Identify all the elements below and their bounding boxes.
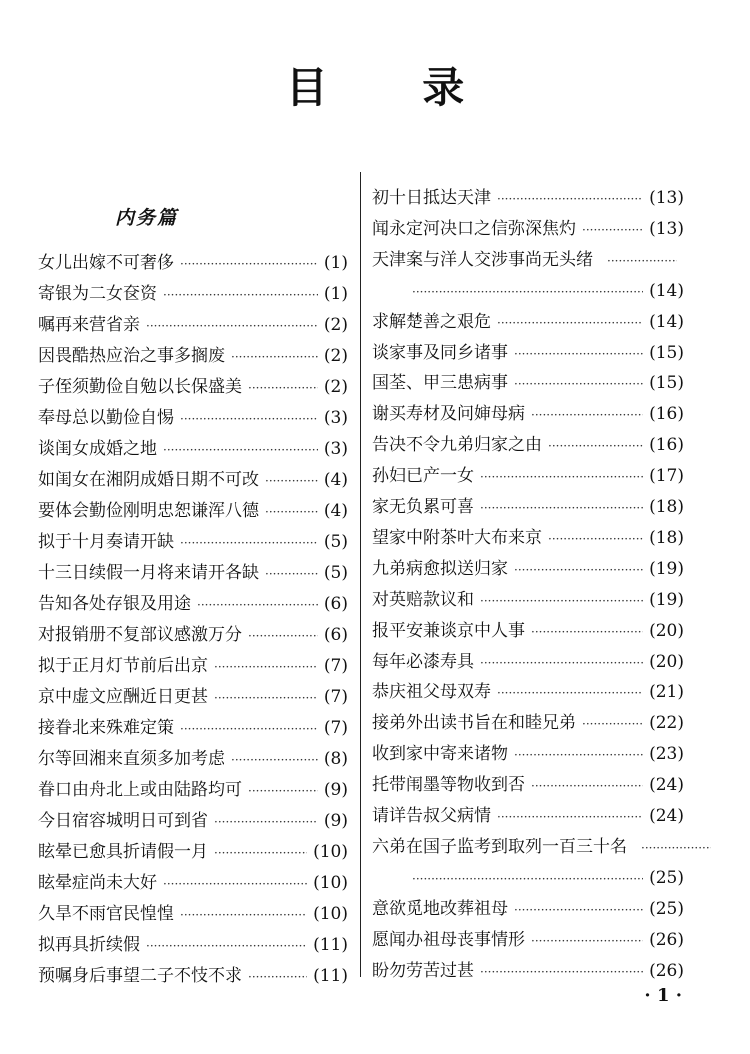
column-divider [360, 172, 361, 977]
toc-entry-title: 眩晕已愈具折请假一月 [38, 842, 208, 862]
toc-entry-title: 告知各处存银及用途 [38, 594, 191, 614]
toc-entry-page: (24) [649, 806, 684, 826]
toc-entry-page: (5) [323, 563, 348, 583]
toc-entry-page: (20) [649, 620, 684, 641]
toc-entry-page: (16) [649, 404, 684, 425]
toc-entry[interactable] [38, 402, 348, 434]
leader-dots [146, 310, 318, 342]
leader-dots [248, 961, 307, 993]
leader-dots [497, 183, 643, 215]
toc-entry-page: (3) [323, 439, 348, 459]
toc-entry-page: (15) [649, 342, 684, 363]
toc-entry-title: 求解楚善之艰危 [372, 311, 491, 332]
toc-entry-title: 收到家中寄来诸物 [372, 744, 508, 765]
leader-dots [248, 372, 318, 404]
toc-entry[interactable] [372, 831, 684, 863]
leader-dots [497, 801, 643, 833]
toc-entry-page: (1) [323, 253, 348, 273]
toc-entry[interactable] [38, 557, 348, 589]
toc-entry-title: 奉母总以勤俭自惕 [38, 408, 174, 428]
toc-entry[interactable] [38, 495, 348, 527]
leader-dots [248, 775, 318, 807]
toc-entry[interactable] [38, 712, 348, 744]
leader-dots [231, 341, 318, 373]
leader-dots [514, 554, 643, 586]
toc-entry-page: (19) [649, 558, 684, 579]
leader-dots [265, 496, 318, 528]
toc-entry-title: 如闺女在湘阴成婚日期不可改 [38, 470, 259, 490]
toc-entry-title: 托带闱墨等物收到否 [372, 775, 525, 796]
leader-dots [514, 338, 643, 370]
leader-dots [231, 744, 318, 776]
toc-entry-title: 谈闺女成婚之地 [38, 439, 157, 459]
toc-entry-page: (4) [323, 501, 348, 521]
toc-entry-page: (2) [323, 346, 348, 366]
leader-dots [180, 899, 307, 931]
toc-entry-page: (14) [649, 280, 684, 301]
toc-entry[interactable] [38, 278, 348, 310]
toc-entry-title: 望家中附茶叶大布来京 [372, 527, 542, 548]
toc-entry-page: (6) [323, 594, 348, 614]
toc-entry-page: (19) [649, 589, 684, 610]
toc-entry-page: (4) [323, 470, 348, 490]
toc-entry-page: (2) [323, 315, 348, 335]
toc-entry-title: 拟于正月灯节前后出京 [38, 656, 208, 676]
toc-entry-page: (22) [649, 713, 684, 734]
toc-entry-page: (2) [323, 377, 348, 397]
leader-dots [214, 682, 318, 714]
toc-entry-title: 拟再具折续假 [38, 935, 140, 955]
toc-entry-title: 闻永定河决口之信弥深焦灼 [372, 218, 576, 239]
leader-dots [480, 956, 643, 988]
toc-entry-page: (6) [323, 625, 348, 645]
toc-entry[interactable] [372, 862, 684, 894]
page-title: 目 录 [285, 63, 505, 112]
leader-dots [548, 523, 643, 555]
leader-dots [531, 770, 643, 802]
toc-entry[interactable] [38, 247, 348, 279]
leader-dots [531, 616, 643, 648]
toc-entry[interactable] [372, 460, 684, 492]
toc-entry[interactable] [372, 553, 684, 585]
toc-entry-page: (25) [649, 867, 684, 888]
toc-entry-page: (13) [649, 188, 684, 208]
toc-entry[interactable] [372, 893, 684, 925]
toc-entry-page: (10) [313, 904, 348, 924]
leader-dots [265, 558, 318, 590]
leader-dots [180, 713, 318, 745]
toc-entry-title: 尔等回湘来直须多加考虑 [38, 749, 225, 769]
page-number: · 1 · [644, 985, 682, 1006]
toc-entry[interactable] [38, 371, 348, 403]
toc-entry[interactable] [38, 681, 348, 713]
leader-dots [607, 245, 677, 277]
toc-entry-page: (17) [649, 466, 684, 487]
toc-entry[interactable] [38, 960, 348, 992]
leader-dots [265, 465, 318, 497]
toc-entry[interactable] [372, 306, 684, 338]
leader-dots [582, 708, 643, 740]
toc-entry-title: 京中虚文应酬近日更甚 [38, 687, 208, 707]
leader-dots [163, 434, 318, 466]
leader-dots [214, 837, 307, 869]
leader-dots [480, 461, 643, 493]
leader-dots [582, 214, 643, 246]
toc-entry-page: (26) [649, 929, 684, 950]
toc-entry-page: (23) [649, 744, 684, 765]
leader-dots [548, 430, 643, 462]
leader-dots [180, 403, 318, 435]
toc-entry[interactable] [38, 898, 348, 930]
toc-entry-title: 对英赔款议和 [372, 589, 474, 610]
toc-entry-title: 久旱不雨官民惶惶 [38, 904, 174, 924]
toc-entry[interactable] [372, 337, 684, 369]
toc-entry-page: (7) [323, 656, 348, 676]
toc-entry-title: 嘱再来营省亲 [38, 315, 140, 335]
toc-entry-title: 子侄须勤俭自勉以长保盛美 [38, 377, 242, 397]
toc-entry-page: (11) [313, 935, 348, 955]
leader-dots [163, 279, 318, 311]
toc-entry-title: 十三日续假一月将来请开各缺 [38, 563, 259, 583]
toc-entry-title: 意欲觅地改葬祖母 [372, 898, 508, 919]
toc-entry-page: (20) [649, 651, 684, 672]
toc-entry-title: 眷口由舟北上或由陆路均可 [38, 780, 242, 800]
toc-entry[interactable] [38, 774, 348, 806]
toc-entry-page: (5) [323, 532, 348, 552]
toc-entry-page: (1) [323, 284, 348, 304]
toc-entry-title: 请详告叔父病情 [372, 806, 491, 826]
leader-dots [641, 832, 711, 864]
leader-dots [146, 930, 307, 962]
toc-entry[interactable] [372, 213, 684, 245]
toc-entry-title: 谈家事及同乡诸事 [372, 342, 508, 363]
toc-entry-page: (25) [649, 898, 684, 919]
toc-entry[interactable] [372, 769, 684, 801]
toc-entry-title: 谢买寿材及问婶母病 [372, 404, 525, 425]
toc-entry[interactable] [372, 522, 684, 554]
leader-dots [514, 894, 643, 926]
toc-entry[interactable] [38, 526, 348, 558]
toc-entry-title: 报平安兼谈京中人事 [372, 620, 525, 641]
toc-entry[interactable] [372, 646, 684, 678]
toc-entry-page: (18) [649, 527, 684, 548]
toc-entry-page: (10) [313, 842, 348, 862]
toc-entry-page: (15) [649, 373, 684, 394]
toc-entry[interactable] [372, 676, 684, 708]
toc-entry[interactable] [372, 182, 684, 214]
toc-entry[interactable] [372, 955, 684, 987]
toc-entry[interactable] [372, 244, 684, 276]
toc-entry-title: 初十日抵达天津 [372, 188, 491, 208]
toc-entry[interactable] [38, 340, 348, 372]
leader-dots [214, 806, 318, 838]
leader-dots [180, 527, 318, 559]
toc-entry-page: (11) [313, 966, 348, 986]
toc-entry-title: 拟于十月奏请开缺 [38, 532, 174, 552]
toc-entry-page: (26) [649, 960, 684, 981]
leader-dots [412, 863, 643, 895]
toc-entry[interactable] [372, 275, 684, 307]
toc-entry-title: 因畏酷热应治之事多搁废 [38, 346, 225, 366]
toc-entry-title: 接眷北来殊难定策 [38, 718, 174, 738]
toc-entry[interactable] [38, 433, 348, 465]
toc-entry-page: (16) [649, 435, 684, 456]
toc-entry-title: 寄银为二女奁资 [38, 284, 157, 304]
toc-entry[interactable] [38, 836, 348, 868]
toc-entry-title: 国荃、甲三患病事 [372, 373, 508, 394]
toc-entry[interactable] [38, 867, 348, 899]
toc-entry-page: (18) [649, 497, 684, 517]
toc-entry-title: 每年必漆寿具 [372, 651, 474, 672]
toc-entry[interactable] [372, 367, 684, 399]
toc-entry[interactable] [372, 615, 684, 647]
toc-entry-title: 预嘱身后事望二子不忮不求 [38, 966, 242, 986]
toc-entry-page: (9) [323, 780, 348, 800]
leader-dots [180, 248, 318, 280]
toc-entry[interactable] [372, 584, 684, 616]
toc-entry-title: 女儿出嫁不可奢侈 [38, 253, 174, 273]
toc-entry[interactable] [38, 309, 348, 341]
toc-entry-page: (7) [323, 687, 348, 707]
toc-entry[interactable] [38, 619, 348, 651]
toc-entry-title: 天津案与洋人交涉事尚无头绪 [372, 249, 593, 270]
toc-entry[interactable] [372, 398, 684, 430]
toc-entry[interactable] [38, 805, 348, 837]
toc-entry-title: 眩晕症尚未大好 [38, 873, 157, 893]
leader-dots [412, 276, 643, 308]
toc-entry-title: 盼勿劳苦过甚 [372, 960, 474, 981]
toc-entry-title: 愿闻办祖母丧事情形 [372, 929, 525, 950]
toc-entry-page: (13) [649, 218, 684, 239]
leader-dots [531, 925, 643, 957]
toc-entry-title: 接弟外出读书旨在和睦兄弟 [372, 713, 576, 734]
toc-entry-page: (21) [649, 682, 684, 703]
toc-entry[interactable] [38, 464, 348, 496]
leader-dots [497, 307, 643, 339]
toc-entry-title: 六弟在国子监考到取列一百三十名 [372, 836, 627, 857]
toc-entry-page: (14) [649, 311, 684, 332]
leader-dots [248, 620, 318, 652]
toc-entry[interactable] [372, 707, 684, 739]
toc-entry[interactable] [38, 650, 348, 682]
leader-dots [197, 589, 318, 621]
leader-dots [214, 651, 318, 683]
toc-entry-title: 今日宿容城明日可到省 [38, 811, 208, 831]
leader-dots [514, 739, 643, 771]
toc-entry-title: 恭庆祖父母双寿 [372, 682, 491, 703]
leader-dots [480, 647, 643, 679]
toc-entry-title: 孙妇已产一女 [372, 466, 474, 487]
section-heading: 内务篇 [115, 207, 179, 229]
toc-entry-page: (7) [323, 718, 348, 738]
toc-entry[interactable] [372, 491, 684, 523]
toc-entry[interactable] [372, 429, 684, 461]
toc-entry[interactable] [372, 800, 684, 832]
leader-dots [497, 677, 643, 709]
toc-entry-title: 对报销册不复部议感激万分 [38, 625, 242, 645]
toc-entry[interactable] [38, 929, 348, 961]
leader-dots [480, 585, 643, 617]
toc-entry-title: 告决不令九弟归家之由 [372, 435, 542, 456]
toc-entry[interactable] [38, 588, 348, 620]
toc-entry-page: (24) [649, 775, 684, 796]
toc-entry[interactable] [38, 743, 348, 775]
leader-dots [531, 399, 643, 431]
toc-entry-page: (8) [323, 749, 348, 769]
toc-entry-page: (3) [323, 408, 348, 428]
leader-dots [163, 868, 307, 900]
toc-entry-title: 九弟病愈拟送归家 [372, 558, 508, 579]
toc-entry-page: (9) [323, 811, 348, 831]
toc-entry[interactable] [372, 738, 684, 770]
toc-entry-title: 要体会勤俭刚明忠恕谦浑八德 [38, 501, 259, 521]
toc-entry-page: (10) [313, 873, 348, 893]
toc-entry-title: 家无负累可喜 [372, 497, 474, 517]
leader-dots [480, 492, 643, 524]
leader-dots [514, 368, 643, 400]
toc-entry[interactable] [372, 924, 684, 956]
